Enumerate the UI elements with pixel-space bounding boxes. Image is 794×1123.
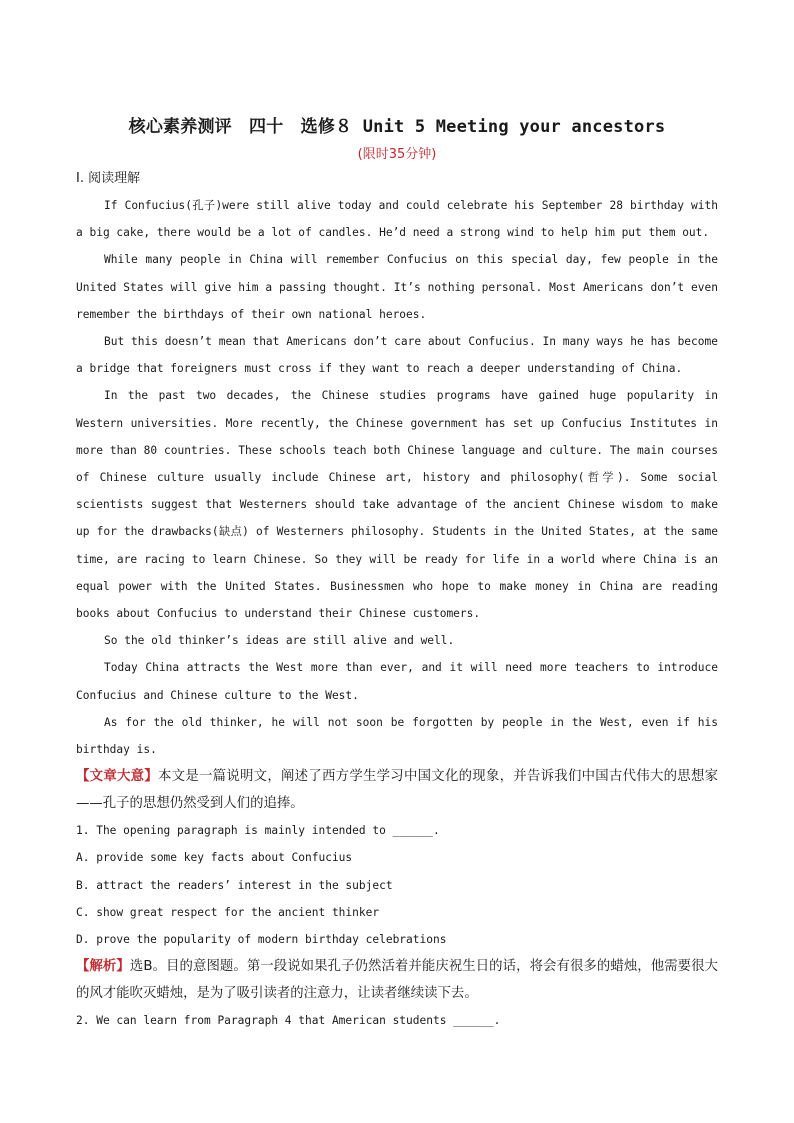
analysis-text: 选B。目的意图题。第一段说如果孔子仍然活着并能庆祝生日的话，将会有很多的蜡烛，他需要很大的风才能吹灭蜡烛，是为了吸引读者的注意力，让读者继续读下去。 <box>76 959 718 1002</box>
time-limit: (限时35分钟) <box>357 147 437 162</box>
title-en: Unit 5 Meeting your ancestors <box>362 117 666 137</box>
page-title <box>46 112 748 142</box>
summary-block <box>76 763 718 817</box>
question-1-option-b: B. attract the readers’ interest in the subject <box>76 878 393 892</box>
question-1-option-c: C. show great respect for the ancient thinker <box>76 905 380 919</box>
passage-paragraph-2: While many people in China will remember Confucius on this special day, few people in the United States will give him a passing thought. It’s nothing personal. Most Americans don’t even remember the birthdays of their own national heroes. <box>76 253 718 321</box>
question-1-option-d: D. prove the popularity of modern birthday celebrations <box>76 933 447 947</box>
analysis-tag: 【解析】 <box>76 959 130 975</box>
question-1-stem: 1. The opening paragraph is mainly intended to ______. <box>76 824 440 838</box>
section-heading: Ⅰ. 阅读理解 <box>76 171 141 186</box>
passage-paragraph-5: So the old thinker’s ideas are still alive and well. <box>104 634 455 648</box>
summary-tag: 【文章大意】 <box>76 769 158 785</box>
passage-paragraph-7: As for the old thinker, he will not soon be forgotten by people in the West, even if his birthday is. <box>76 715 718 757</box>
title-cn: 核心素养测评 四十 选修８ <box>128 117 353 137</box>
passage-paragraph-1: If Confucius(孔子)were still alive today and could celebrate his September 28 birthday with a big cake, there would be a lot of candles. He’d need a strong wind to help him put them out. <box>76 199 718 240</box>
question-2-stem: 2. We can learn from Paragraph 4 that American students ______. <box>76 1014 501 1028</box>
passage-paragraph-6: Today China attracts the West more than ever, and it will need more teachers to introduce Confucius and Chinese culture to the West. <box>76 661 718 702</box>
document-page <box>76 112 718 1034</box>
summary-text: 本文是一篇说明文，阐述了西方学生学习中国文化的现象，并告诉我们中国古代伟大的思想家——孔子的思想仍然受到人们的追捧。 <box>76 769 719 812</box>
analysis-block <box>76 953 718 1007</box>
passage-paragraph-4: In the past two decades, the Chinese studies programs have gained huge popularity in Western universities. More recently, the Chinese government has set up Confucius Institutes in more than 80 countries. These schools teach both Chinese language and culture. The main courses of Chinese culture usually include Chinese art, history and philosophy(哲学). Some social scientists suggest that Westerners should take advantage of the ancient Chinese wisdom to make up for the drawbacks(缺点) of Westerners philosophy. Students in the United States, at the same time, are racing to learn Chinese. So they will be ready for life in a world where China is an equal power with the United States. Businessmen who hope to make money in China are reading books about Confucius to understand their Chinese customers. <box>76 389 718 621</box>
question-1-option-a: A. provide some key facts about Confucius <box>76 851 353 865</box>
passage-paragraph-3: But this doesn’t mean that Americans don’t care about Confucius. In many ways he has become a bridge that foreigners must cross if they want to reach a deeper understanding of China. <box>76 335 718 376</box>
